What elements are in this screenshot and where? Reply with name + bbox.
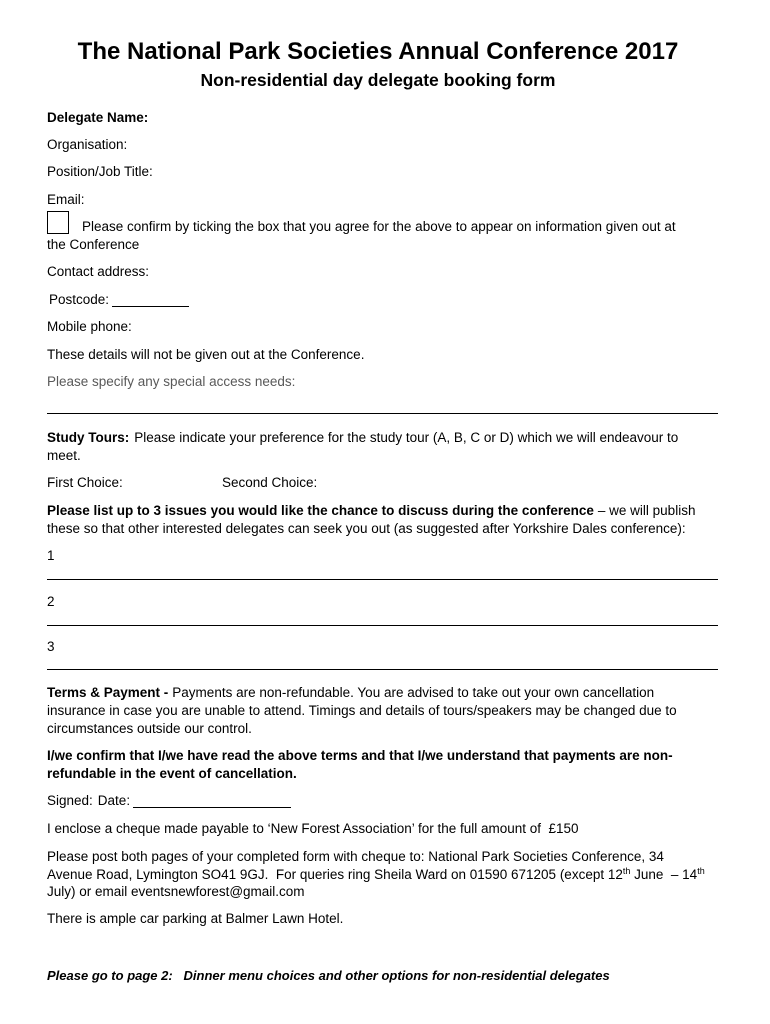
- delegate-name-label: Delegate Name:: [47, 110, 149, 125]
- postal-line-2-text-b: June – 14: [630, 867, 698, 882]
- study-tours-line-2: meet.: [47, 448, 81, 463]
- position-row: [47, 163, 566, 181]
- page-2-note: Please go to page 2: Dinner menu choices and other options for non-residential delegates: [47, 968, 610, 983]
- terms-line-1: [47, 684, 654, 702]
- consent-text-line-2: the Conference: [47, 237, 140, 252]
- mobile-row: [47, 318, 436, 336]
- contact-address-label: Contact address:: [47, 264, 150, 279]
- postal-line-1: Please post both pages of your completed form with cheque to: National Park Societies Conference, 34: [47, 849, 664, 864]
- organisation-label: Organisation:: [47, 137, 128, 152]
- confirmation-line-1: I/we confirm that I/we have read the above terms and that I/we understand that payments are non-: [47, 748, 673, 763]
- postal-line-3: July) or email eventsnewforest@gmail.com: [47, 884, 305, 899]
- postal-line-2: [47, 866, 705, 884]
- privacy-note: These details will not be given out at the Conference.: [47, 347, 365, 362]
- second-choice-label: Second Choice:: [222, 475, 318, 490]
- study-tours-label: Study Tours:: [47, 430, 130, 445]
- email-row: [47, 191, 568, 209]
- ordinal-suffix-1: th: [622, 866, 631, 876]
- confirmation-line-2: refundable in the event of cancellation.: [47, 766, 297, 781]
- terms-label: Terms & Payment -: [47, 685, 169, 700]
- postcode-field[interactable]: [112, 306, 189, 307]
- signature-row: [47, 792, 714, 810]
- terms-line-2: insurance in case you are unable to attend. Timings and details of tours/speakers may be changed due to: [47, 703, 677, 718]
- terms-text-1: Payments are non-refundable. You are advised to take out your own cancellation: [172, 685, 655, 700]
- issue-1-field[interactable]: [47, 579, 718, 580]
- date-field[interactable]: [133, 807, 291, 808]
- date-label: Date:: [97, 793, 131, 808]
- consent-text-line-1: Please confirm by ticking the box that you agree for the above to appear on information given out at: [82, 219, 676, 234]
- study-tours-line-1: [47, 429, 678, 447]
- ordinal-suffix-2: th: [697, 866, 705, 876]
- terms-line-3: circumstances outside our control.: [47, 721, 252, 736]
- issue-number-3: 3: [47, 639, 55, 654]
- first-choice-row: [47, 474, 196, 492]
- parking-note: There is ample car parking at Balmer Lawn Hotel.: [47, 911, 344, 926]
- email-label: Email:: [47, 192, 85, 207]
- issues-heading-note: – we will publish: [597, 503, 696, 518]
- issue-number-1: 1: [47, 548, 55, 563]
- issues-heading-line-2: these so that other interested delegates can seek you out (as suggested after Yorkshire Dales conference):: [47, 521, 686, 536]
- signed-label: Signed:: [47, 793, 93, 808]
- access-needs-field-line-2[interactable]: [47, 413, 718, 414]
- postcode-row: [47, 291, 690, 309]
- postal-line-2-text-a: Avenue Road, Lymington SO41 9GJ. For queries ring Sheila Ward on 01590 671205 (except 12: [47, 867, 623, 882]
- position-label: Position/Job Title:: [47, 164, 153, 179]
- issues-heading: Please list up to 3 issues you would like the chance to discuss during the conference: [47, 503, 594, 518]
- postcode-label: Postcode:: [49, 292, 110, 307]
- issue-2-field[interactable]: [47, 625, 718, 626]
- mobile-label: Mobile phone:: [47, 319, 132, 334]
- consent-checkbox[interactable]: [47, 211, 69, 234]
- contact-address-row: [47, 263, 690, 281]
- study-tours-instructions: Please indicate your preference for the study tour (A, B, C or D) which we will endeavour to: [134, 430, 679, 445]
- issues-heading-line-1: [47, 502, 695, 520]
- form-subtitle: Non-residential day delegate booking form: [200, 70, 556, 90]
- access-needs-row: [47, 373, 722, 391]
- delegate-name-row: [47, 109, 478, 127]
- organisation-row: [47, 136, 570, 154]
- form-title: The National Park Societies Annual Conference 2017: [77, 38, 679, 65]
- second-choice-row: [222, 474, 390, 492]
- payment-note: I enclose a cheque made payable to ‘New Forest Association’ for the full amount of £150: [47, 821, 579, 836]
- first-choice-label: First Choice:: [47, 475, 123, 490]
- issue-3-field[interactable]: [47, 669, 718, 670]
- issue-number-2: 2: [47, 594, 55, 609]
- access-needs-label: Please specify any special access needs:: [47, 374, 296, 389]
